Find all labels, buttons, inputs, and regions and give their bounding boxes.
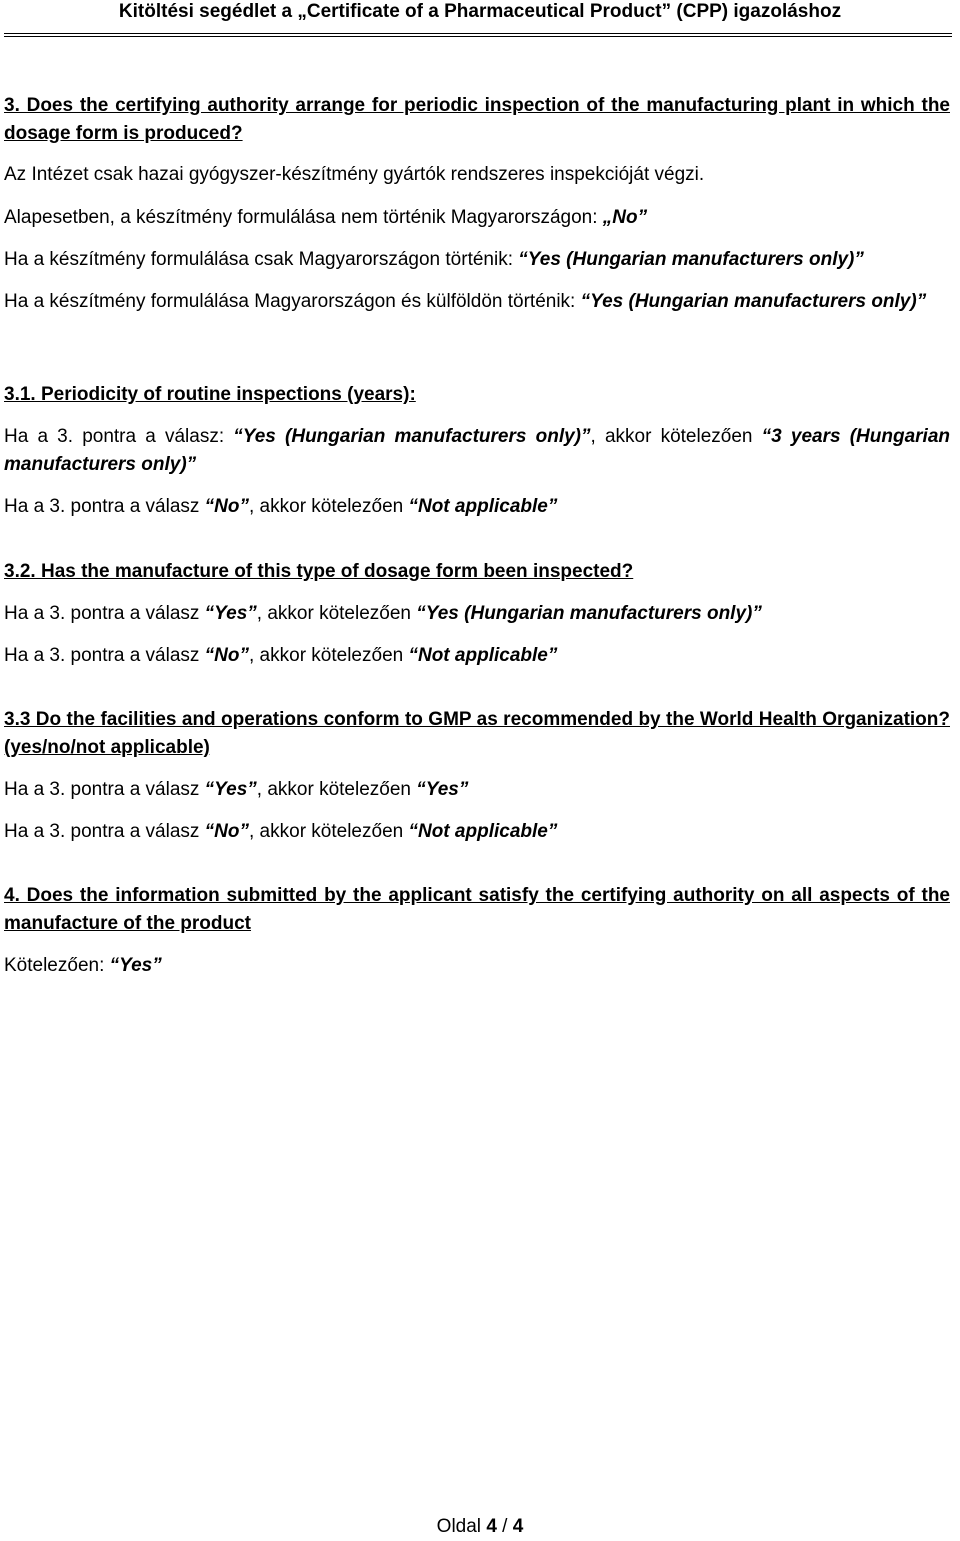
case-text: Ha a készítmény formulálása Magyarországon és külföldön történik:	[4, 291, 581, 312]
rule-answer: “Yes”	[204, 779, 257, 800]
rule-mid: , akkor kötelezően	[590, 426, 762, 447]
rule-result: “Yes”	[416, 779, 469, 800]
rule-prefix: Kötelezően:	[4, 955, 110, 976]
rule-result: “3 years (Hungarian manufacturers only)”	[4, 426, 950, 475]
question-3-note: Az Intézet csak hazai gyógyszer-készítmény gyártók rendszeres inspekcióját végzi.	[4, 164, 705, 185]
header-title: Kitöltési segédlet a „Certificate of a Pharmaceutical Product” (CPP) igazoláshoz	[118, 1, 842, 22]
running-header	[0, 0, 960, 28]
rule-prefix: Ha a 3. pontra a válasz	[4, 603, 205, 624]
rule-answer: “Yes”	[204, 603, 257, 624]
rule-answer: “Yes (Hungarian manufacturers only)”	[233, 426, 591, 447]
rule-prefix: Ha a 3. pontra a válasz	[4, 779, 205, 800]
rule-result: “Not applicable”	[408, 821, 558, 842]
case-answer: “Yes (Hungarian manufacturers only)”	[518, 249, 864, 270]
case-text: Alapesetben, a készítmény formulálása nem történik Magyarországon:	[4, 207, 603, 228]
rule-answer: “No”	[204, 496, 249, 517]
question-4-rule	[4, 952, 950, 980]
rule-prefix: Ha a 3. pontra a válasz	[4, 821, 205, 842]
header-rule	[4, 33, 952, 34]
rule-mid: , akkor kötelezően	[249, 821, 409, 842]
rule-result: “Not applicable”	[408, 645, 558, 666]
rule-answer: “No”	[204, 821, 249, 842]
question-3-1-rule-no	[4, 493, 950, 521]
question-3-title: 3. Does the certifying authority arrange for periodic inspection of the manufacturing plant in which the dosage form is produced?	[4, 95, 950, 144]
rule-answer: “No”	[204, 645, 249, 666]
question-3-1-rule-yes	[4, 423, 950, 479]
case-answer: “Yes (Hungarian manufacturers only)”	[580, 291, 927, 312]
case-answer: „No”	[602, 207, 648, 228]
question-3-3-rule-yes	[4, 776, 950, 804]
rule-prefix: Ha a 3. pontra a válasz:	[4, 426, 234, 447]
question-4-title: 4. Does the information submitted by the applicant satisfy the certifying authority on all aspects of the manufacture of the product	[4, 885, 950, 934]
page-current: 4	[486, 1516, 497, 1537]
page-separator: /	[496, 1516, 513, 1537]
rule-mid: , akkor kötelezően	[256, 603, 417, 624]
question-3-case-hungary-abroad	[4, 288, 950, 316]
question-3-case-default	[4, 204, 950, 232]
case-text: Ha a készítmény formulálása csak Magyarországon történik:	[4, 249, 519, 270]
header-rule-secondary	[4, 36, 952, 37]
question-3-2-title: 3.2. Has the manufacture of this type of dosage form been inspected?	[4, 561, 634, 582]
question-3-3-title: 3.3 Do the facilities and operations conform to GMP as recommended by the World Health Organization? (yes/no/not applicable)	[4, 709, 950, 758]
page-number-footer	[0, 1514, 960, 1540]
rule-prefix: Ha a 3. pontra a válasz	[4, 645, 205, 666]
rule-prefix: Ha a 3. pontra a válasz	[4, 496, 205, 517]
page-total: 4	[512, 1516, 524, 1537]
question-3-1-title: 3.1. Periodicity of routine inspections (years):	[4, 384, 416, 405]
rule-result: “Yes”	[109, 955, 162, 976]
rule-mid: , akkor kötelezően	[249, 645, 409, 666]
question-3-2-rule-yes	[4, 600, 950, 628]
rule-result: “Not applicable”	[408, 496, 558, 517]
question-3-case-hungary-only	[4, 246, 950, 274]
rule-result: “Yes (Hungarian manufacturers only)”	[416, 603, 762, 624]
question-3-2-rule-no	[4, 642, 950, 670]
rule-mid: , akkor kötelezően	[256, 779, 417, 800]
page-label: Oldal	[436, 1516, 487, 1537]
rule-mid: , akkor kötelezően	[249, 496, 409, 517]
question-3-3-rule-no	[4, 818, 950, 846]
